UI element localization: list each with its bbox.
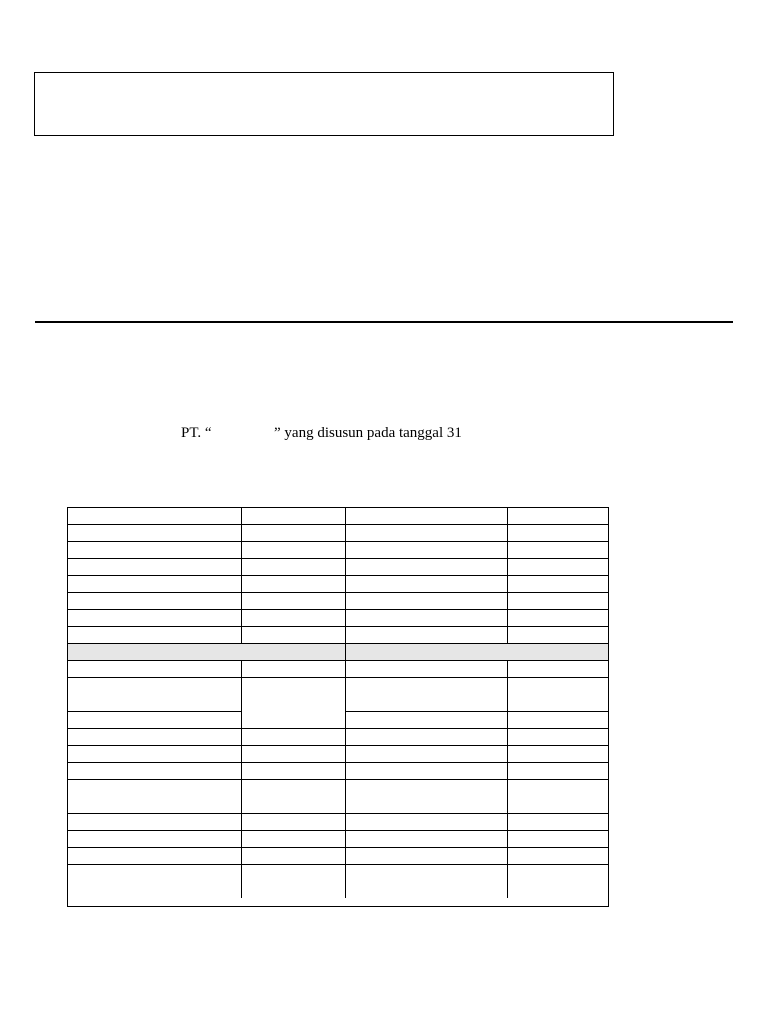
- table-cell: [68, 559, 242, 576]
- table-cell: [508, 542, 608, 559]
- table-cell: [242, 576, 346, 593]
- table-cell: [508, 780, 608, 814]
- table-cell: [68, 508, 242, 525]
- table-cell: [242, 848, 346, 865]
- company-suffix-text: ” yang disusun pada tanggal 31: [274, 425, 462, 441]
- table-cell: [346, 508, 508, 525]
- table-cell: [508, 729, 608, 746]
- table-cell: [346, 593, 508, 610]
- table-cell: [508, 525, 608, 542]
- table-cell: [68, 763, 242, 780]
- table-cell: [508, 746, 608, 763]
- table-cell: [346, 848, 508, 865]
- table-cell: [242, 746, 346, 763]
- table-cell: [346, 746, 508, 763]
- table-cell: [508, 508, 608, 525]
- table-cell: [346, 576, 508, 593]
- header-box: [34, 72, 614, 136]
- table-cell: [346, 678, 508, 712]
- table-cell: [68, 678, 242, 712]
- table-cell: [508, 576, 608, 593]
- table-cell: [508, 661, 608, 678]
- company-prefix-text: PT. “: [181, 425, 212, 441]
- table-cell: [346, 610, 508, 627]
- table-cell: [242, 763, 346, 780]
- table-cell: [346, 712, 508, 729]
- table-cell: [346, 627, 508, 644]
- table-cell: [508, 848, 608, 865]
- table-cell: [346, 729, 508, 746]
- table-cell: [242, 729, 346, 746]
- table-cell: [508, 712, 608, 729]
- table-cell: [508, 610, 608, 627]
- table-cell: [346, 831, 508, 848]
- table-cell: [68, 525, 242, 542]
- horizontal-rule: [35, 321, 733, 323]
- table-cell: [346, 559, 508, 576]
- table-cell: [346, 661, 508, 678]
- table-cell: [242, 831, 346, 848]
- table-cell: [346, 542, 508, 559]
- table-cell: [242, 627, 346, 644]
- table-cell: [242, 661, 346, 678]
- financial-table: [67, 507, 609, 907]
- table-cell: [242, 780, 346, 814]
- table-cell: [346, 644, 608, 661]
- table-cell: [68, 831, 242, 848]
- table-cell: [242, 814, 346, 831]
- table-cell: [68, 576, 242, 593]
- table-cell: [346, 780, 508, 814]
- table-cell: [346, 865, 508, 898]
- table-cell: [68, 661, 242, 678]
- table-cell: [68, 780, 242, 814]
- table-cell: [68, 848, 242, 865]
- table-cell: [508, 678, 608, 712]
- table-cell: [508, 831, 608, 848]
- table-cell: [346, 525, 508, 542]
- table-cell: [68, 712, 242, 729]
- table-cell: [508, 559, 608, 576]
- table-cell: [242, 865, 346, 898]
- table-cell: [242, 678, 346, 729]
- table-cell: [346, 814, 508, 831]
- table-cell: [508, 865, 608, 898]
- table-cell: [242, 610, 346, 627]
- table-cell: [508, 814, 608, 831]
- table-cell: [242, 525, 346, 542]
- table-cell: [68, 542, 242, 559]
- table-cell: [68, 814, 242, 831]
- table-cell: [68, 865, 242, 898]
- table-cell: [68, 627, 242, 644]
- table-cell: [68, 644, 346, 661]
- table-cell: [242, 508, 346, 525]
- table-cell: [508, 593, 608, 610]
- table-cell: [508, 763, 608, 780]
- table-cell: [508, 627, 608, 644]
- table-cell: [242, 559, 346, 576]
- table-cell: [242, 593, 346, 610]
- table-cell: [346, 763, 508, 780]
- table-cell: [68, 610, 242, 627]
- table-cell: [68, 746, 242, 763]
- table-cell: [242, 542, 346, 559]
- table-cell: [68, 593, 242, 610]
- table-cell: [68, 729, 242, 746]
